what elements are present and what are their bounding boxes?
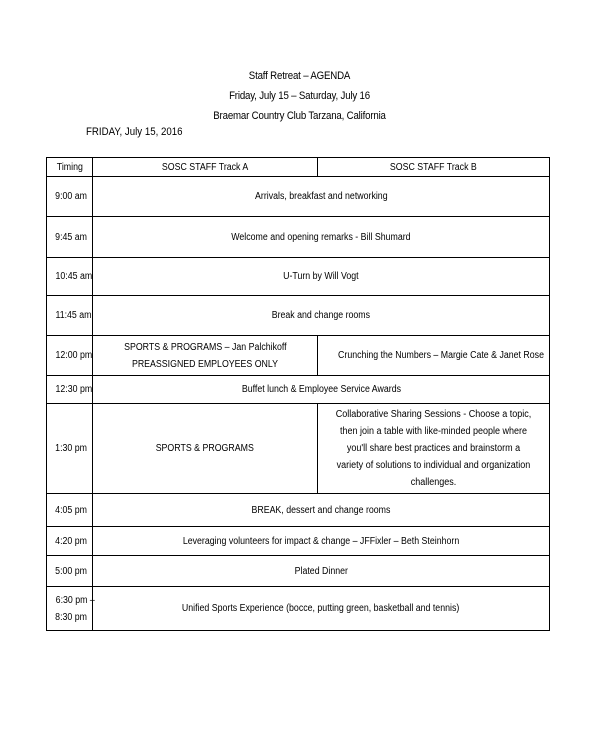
row-track-b: Crunching the Numbers – Margie Cate & Janet Rose bbox=[318, 336, 550, 376]
table-row bbox=[47, 494, 550, 527]
column-header-timing: Timing bbox=[47, 158, 93, 177]
row-time: 10:45 am bbox=[47, 258, 93, 296]
agenda-title: Staff Retreat – AGENDA bbox=[248, 70, 351, 82]
row-event: Arrivals, breakfast and networking bbox=[93, 177, 550, 217]
table-row bbox=[47, 527, 550, 556]
row-time: 4:20 pm bbox=[47, 527, 93, 556]
row-track-a: SPORTS & PROGRAMS bbox=[93, 404, 318, 494]
table-row bbox=[47, 376, 550, 404]
row-event: BREAK, dessert and change rooms bbox=[93, 494, 550, 527]
table-row bbox=[47, 258, 550, 296]
row-time: 6:30 pm – 8:30 pm bbox=[47, 587, 93, 631]
row-event: U-Turn by Will Vogt bbox=[93, 258, 550, 296]
row-time: 9:00 am bbox=[47, 177, 93, 217]
row-time: 9:45 am bbox=[47, 217, 93, 258]
table-row bbox=[47, 404, 550, 494]
row-time: 5:00 pm bbox=[47, 556, 93, 587]
agenda-dates: Friday, July 15 – Saturday, July 16 bbox=[229, 90, 370, 102]
column-header-track-b: SOSC STAFF Track B bbox=[318, 158, 550, 177]
row-time: 4:05 pm bbox=[47, 494, 93, 527]
row-track-a: SPORTS & PROGRAMS – Jan Palchikoff PREASSIGNED EMPLOYEES ONLY bbox=[93, 336, 318, 376]
row-time: 12:00 pm bbox=[47, 336, 93, 376]
row-event: Break and change rooms bbox=[93, 296, 550, 336]
table-header-row bbox=[47, 158, 550, 177]
table-row bbox=[47, 217, 550, 258]
row-event: Buffet lunch & Employee Service Awards bbox=[93, 376, 550, 404]
agenda-table bbox=[46, 157, 550, 631]
table-row bbox=[47, 587, 550, 631]
agenda-location: Braemar Country Club Tarzana, California bbox=[213, 110, 386, 122]
day-label: FRIDAY, July 15, 2016 bbox=[86, 126, 183, 138]
table-row bbox=[47, 296, 550, 336]
row-event: Unified Sports Experience (bocce, putting green, basketball and tennis) bbox=[93, 587, 550, 631]
row-event: Welcome and opening remarks - Bill Shumard bbox=[93, 217, 550, 258]
table-row bbox=[47, 177, 550, 217]
row-time: 12:30 pm bbox=[47, 376, 93, 404]
table-row bbox=[47, 556, 550, 587]
row-time: 1:30 pm bbox=[47, 404, 93, 494]
row-event: Leveraging volunteers for impact & change – JFFixler – Beth Steinhorn bbox=[93, 527, 550, 556]
table-row bbox=[47, 336, 550, 376]
column-header-track-a: SOSC STAFF Track A bbox=[93, 158, 318, 177]
row-event: Plated Dinner bbox=[93, 556, 550, 587]
row-track-b: Collaborative Sharing Sessions - Choose a topic, then join a table with like-minded people where you'll share best practices and brainstorm a variety of solutions to individual and organization challenges. bbox=[318, 404, 550, 494]
row-time: 11:45 am bbox=[47, 296, 93, 336]
